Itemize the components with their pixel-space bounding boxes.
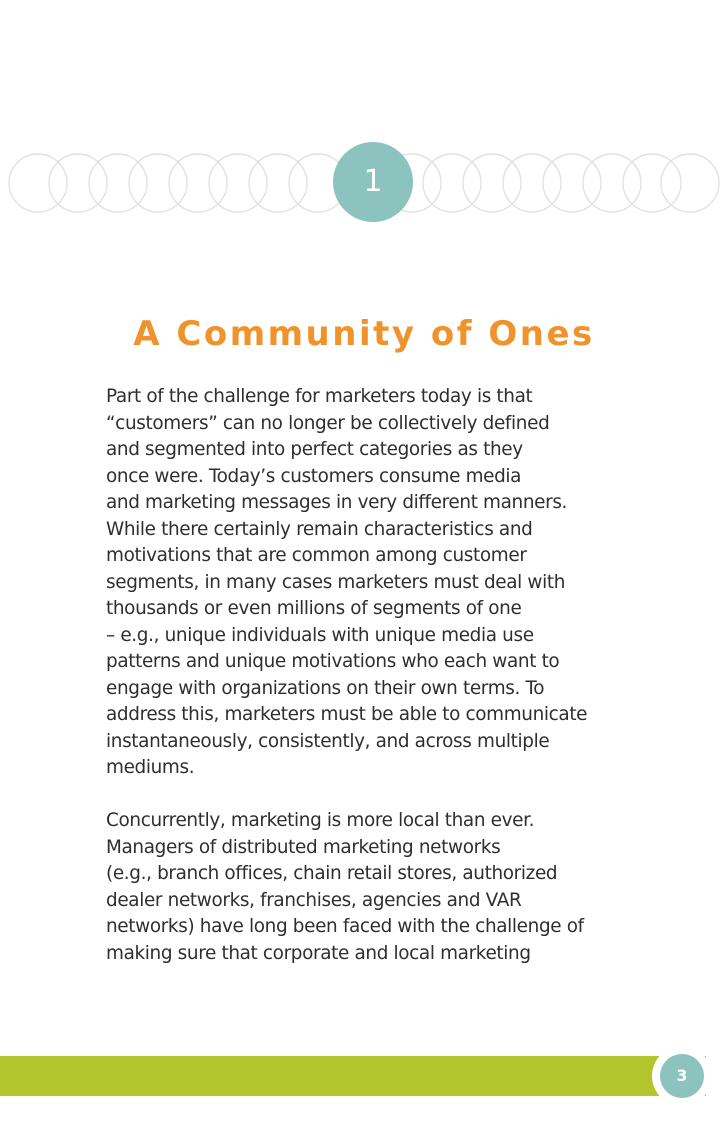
text-line: (e.g., branch offices, chain retail stores, authorized	[106, 863, 558, 884]
text-line: segments, in many cases marketers must deal with	[106, 571, 566, 593]
text-line: instantaneously, consistently, and across multiple	[106, 730, 550, 752]
chapter-number: 1	[363, 164, 383, 199]
text-line: “customers” can no longer be collectively defined	[106, 412, 550, 434]
text-line: motivations that are common among customer	[106, 545, 527, 566]
text-line: – e.g., unique individuals with unique media use	[106, 624, 534, 646]
text-line: and marketing messages in very different manners.	[106, 492, 568, 513]
page-number: 3	[676, 1066, 688, 1085]
text-line: once were. Today’s customers consume media	[106, 465, 522, 487]
text-line: engage with organizations on their own terms. To	[106, 677, 545, 699]
text-line: Part of the challenge for marketers today is that	[106, 386, 533, 407]
text-line: patterns and unique motivations who each want to	[106, 651, 560, 672]
text-line: dealer networks, franchises, agencies and VAR	[106, 889, 522, 911]
text-line: thousands or even millions of segments of one	[106, 598, 522, 619]
paragraph-1	[106, 384, 626, 782]
text-line: While there certainly remain characteristics and	[106, 518, 533, 540]
text-line: mediums.	[106, 757, 195, 778]
text-line: making sure that corporate and local marketing	[106, 942, 531, 964]
text-line: address this, marketers must be able to communicate	[106, 704, 588, 725]
paragraph-2	[106, 808, 626, 967]
footer-band	[0, 1056, 706, 1096]
text-line: Concurrently, marketing is more local than ever.	[106, 810, 535, 831]
text-line: Managers of distributed marketing networks	[106, 836, 501, 858]
text-line: and segmented into perfect categories as they	[106, 439, 523, 460]
text-line: networks) have long been faced with the challenge of	[106, 916, 584, 937]
body-text	[106, 384, 626, 994]
chapter-title: A Community of Ones	[133, 314, 595, 354]
